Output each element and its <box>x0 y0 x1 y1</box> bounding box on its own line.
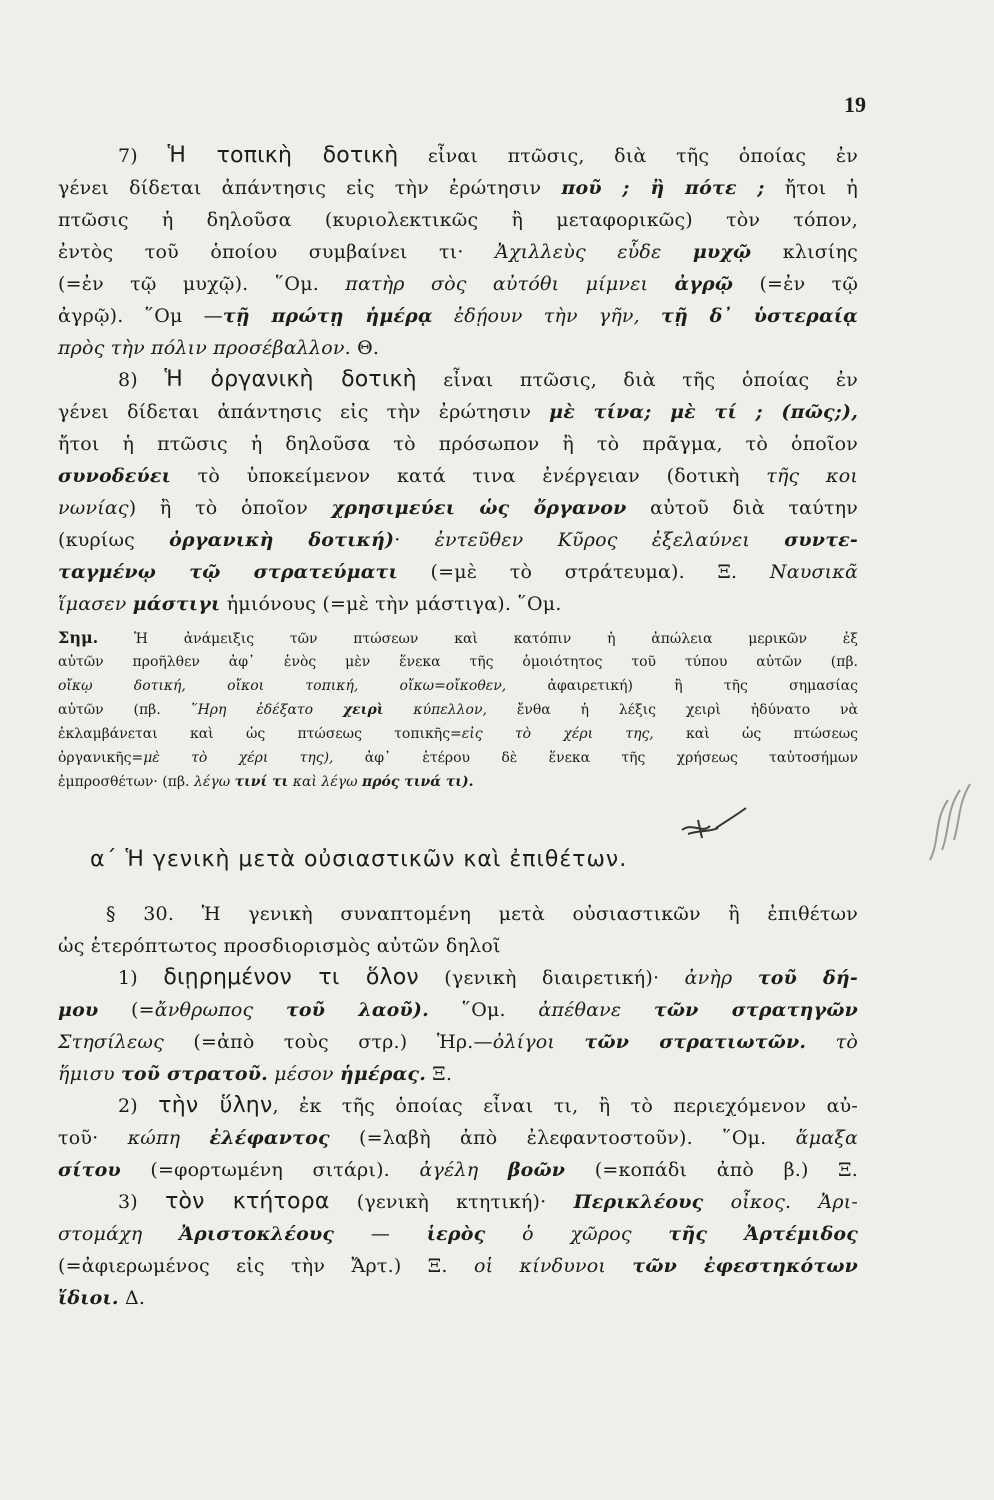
text-segment: (=ἐν τῷ <box>733 273 859 295</box>
text-segment: τὸν κτήτορα <box>165 1189 330 1214</box>
text-line <box>58 1250 858 1282</box>
text-segment: λέγω <box>193 774 235 790</box>
text-segment: στομάχη <box>58 1223 180 1245</box>
text-segment: μὲ τὸ χέρι της), <box>143 750 334 766</box>
text-segment: ἡμιόνους (=μὲ τὴν μάστιγα). ῞Ομ. <box>220 593 562 615</box>
text-line <box>58 332 858 364</box>
text-segment: βοῶν <box>507 1159 566 1181</box>
text-segment: Ἀριστοκλέους <box>179 1223 335 1245</box>
text-line <box>58 460 858 492</box>
text-segment: τὸ ὑποκείμενον κατά τινα ἐνέργειαν (δοτικὴ <box>171 465 767 487</box>
text-line <box>58 698 858 722</box>
text-segment: ἄνθρωπος <box>154 999 286 1021</box>
text-segment: Ἡ ὀργανικὴ δοτικὴ <box>164 367 417 392</box>
text-segment: ἔνθα ἡ λέξις χειρὶ ἠδύνατο νὰ <box>486 702 858 718</box>
text-segment: καὶ λέγω <box>288 774 362 790</box>
text-segment: τῇ πρώτῃ ἡμέρᾳ <box>222 305 433 327</box>
text-segment: τῶν στρατηγῶν <box>653 999 858 1021</box>
text-line <box>58 300 858 332</box>
text-segment: ὀργανικῆς= <box>58 750 144 766</box>
text-line <box>58 770 858 794</box>
text-segment: (=λαβὴ ἀπὸ ἐλεφαντοστοῦν). ῞Ομ. <box>329 1127 796 1149</box>
text-line <box>58 1186 858 1218</box>
text-line <box>58 994 858 1026</box>
text-segment: 2) <box>118 1095 159 1117</box>
text-line <box>58 172 858 204</box>
text-segment: τῶν ἐφεστηκότων <box>632 1255 859 1277</box>
text-segment: ἐμπροσθέτων· (πβ. <box>58 774 194 790</box>
text-line <box>58 1026 858 1058</box>
text-segment: (=ἀφιερωμένος εἰς τὴν Ἄρτ.) Ξ. <box>58 1255 474 1277</box>
text-segment: ) ἢ τὸ ὁποῖον <box>128 497 332 519</box>
text-segment: Θ. <box>350 337 380 359</box>
text-segment: ἡμέρας. <box>339 1063 427 1085</box>
text-segment: Ἡ τοπικὴ δοτικὴ <box>167 143 399 168</box>
text-line <box>58 746 858 770</box>
text-line <box>58 1090 858 1122</box>
text-segment: ἀπέθανε <box>538 999 654 1021</box>
text-line <box>58 364 858 396</box>
text-segment: ὡς ἑτερόπτωτος προσδιορισμὸς αὐτῶν δηλοῖ <box>58 935 501 957</box>
text-segment: , ἐκ τῆς ὁποίας εἶναι τι, ἢ τὸ περιεχόμενον αὐ- <box>272 1095 858 1117</box>
text-segment: Ἀχιλλεὺς εὗδε <box>495 241 693 263</box>
text-segment: (=φορτωμένη σιτάρι). <box>120 1159 420 1181</box>
text-segment: μυχῷ <box>692 241 752 263</box>
text-segment: ῞Ομ. <box>428 999 539 1021</box>
text-segment: γένει δίδεται ἀπάντησις εἰς τὴν ἐρώτησιν <box>58 177 562 199</box>
text-segment: τῆς Ἀρτέμιδος <box>668 1223 859 1245</box>
text-segment: μου <box>58 999 99 1021</box>
text-segment: τῇ δ᾽ ὑστεραίᾳ <box>660 305 859 327</box>
text-segment: § 30. Ἡ γενικὴ συναπτομένη μετὰ οὐσιαστικῶν ἢ ἐπιθέτων <box>106 903 858 925</box>
text-segment: Ναυσικᾶ <box>769 561 858 583</box>
text-line <box>58 556 858 588</box>
pen-mark-icon <box>680 800 750 840</box>
text-line <box>58 1058 858 1090</box>
text-segment: χρησιμεύει ὡς ὄργανον <box>331 497 627 519</box>
text-segment: ἀγρῷ <box>674 273 734 295</box>
text-line <box>58 674 858 698</box>
text-segment: αὐτῶν προῆλθεν ἀφ᾽ ἑνὸς μὲν ἕνεκα τῆς ὁμοιότητος τοῦ τύπου αὐτῶν (πβ. <box>58 654 858 670</box>
text-segment: τῶν στρατιωτῶν. <box>584 1031 807 1053</box>
text-segment: τοῦ δή- <box>757 967 859 989</box>
text-line <box>58 1218 858 1250</box>
text-segment: ἅμαξα <box>795 1127 858 1149</box>
text-line <box>58 396 858 428</box>
text-segment: κλισίης <box>751 241 858 263</box>
text-segment: (κυρίως <box>58 529 170 551</box>
text-segment: Δ. <box>118 1287 146 1309</box>
text-segment: Ξ. <box>426 1063 453 1085</box>
text-segment: ἱερὸς <box>426 1223 486 1245</box>
text-segment: τοῦ λαοῦ). <box>285 999 429 1021</box>
text-segment: (=ἐν τῷ μυχῷ). ῞Ομ. <box>58 273 346 295</box>
text-segment: ἀφ᾽ ἑτέρου δὲ ἕνεκα τῆς χρήσεως ταὐτοσήμων <box>333 750 858 766</box>
text-segment: ἐντὸς τοῦ ὁποίου συμβαίνει τι· <box>58 241 496 263</box>
text-segment: ἤτοι ἡ <box>764 177 858 199</box>
text-segment: ἀγέλη <box>419 1159 508 1181</box>
text-segment: ἥμισυ <box>58 1063 121 1085</box>
text-line <box>58 930 858 962</box>
text-segment: τοῦ· <box>58 1127 128 1149</box>
note-block <box>58 626 858 794</box>
text-segment: (=μὲ τὸ στράτευμα). Ξ. <box>397 561 770 583</box>
text-segment: (γενικὴ διαιρετική)· <box>418 967 685 989</box>
text-segment: ἀνὴρ <box>684 967 758 989</box>
paragraph-organike-dotike <box>58 364 858 620</box>
text-segment: εἶναι πτῶσις, διὰ τῆς ὁποίας ἐν <box>416 369 859 391</box>
page-content <box>58 140 858 1314</box>
text-segment: σίτου <box>58 1159 121 1181</box>
paragraph-topike-dotike <box>58 140 858 364</box>
text-segment: διῃρημένον τι ὅλον <box>163 965 419 990</box>
text-segment: αὐτῶν (πβ. <box>58 702 191 718</box>
text-segment: νωνίας <box>58 497 129 519</box>
text-segment: κύπελλον, <box>383 702 487 718</box>
text-segment: μὲ τίνα; μὲ τί ; (πῶς;), <box>549 401 859 423</box>
text-segment: ἐκλαμβάνεται καὶ ὡς πτώσεως τοπικῆς= <box>58 726 462 742</box>
text-segment: 3) <box>118 1191 166 1213</box>
text-line <box>58 650 858 674</box>
text-segment: 7) <box>118 145 168 167</box>
text-line <box>58 492 858 524</box>
text-segment: οἱ κίνδυνοι <box>473 1255 633 1277</box>
section-30 <box>58 898 858 1314</box>
text-segment: συνοδεύει <box>58 465 171 487</box>
text-segment: ὁ χῶρος <box>485 1223 669 1245</box>
text-line <box>58 962 858 994</box>
text-line <box>58 428 858 460</box>
text-segment: καὶ ὡς πτώσεως <box>653 726 858 742</box>
text-segment: 8) <box>118 369 165 391</box>
text-segment: οἶκος. Ἀρι- <box>703 1191 859 1213</box>
text-segment: μάστιγι <box>132 593 221 615</box>
text-segment: Στησίλεως <box>58 1031 164 1053</box>
text-segment: ἐδῄουν τὴν γῆν, <box>432 305 661 327</box>
text-line <box>58 204 858 236</box>
text-segment: τοῦ στρατοῦ. <box>120 1063 268 1085</box>
text-segment: ὀργανικὴ δοτική) <box>169 529 395 551</box>
text-line <box>58 722 858 746</box>
text-segment: εἶναι πτῶσις, διὰ τῆς ὁποίας ἐν <box>398 145 858 167</box>
text-segment: τὴν ὕλην <box>158 1093 273 1118</box>
text-segment: 1) <box>118 967 164 989</box>
text-line <box>58 626 858 650</box>
text-segment: ἴδιοι. <box>58 1287 119 1309</box>
text-line <box>58 268 858 300</box>
text-segment: (γενικὴ κτητική)· <box>329 1191 574 1213</box>
text-line <box>58 588 858 620</box>
text-segment: ἐλέφαντος <box>209 1127 330 1149</box>
text-segment: τῆς κοι <box>766 465 859 487</box>
text-segment: (=ἀπὸ τοὺς στρ.) Ἡρ.— <box>163 1031 493 1053</box>
text-segment: ταγμένῳ τῷ στρατεύματι <box>58 561 398 583</box>
text-segment: ὀλίγοι <box>492 1031 585 1053</box>
text-line <box>58 140 858 172</box>
text-segment: ἀγρῷ). ῞Ομ — <box>58 305 223 327</box>
text-line <box>58 236 858 268</box>
text-segment: Περικλέους <box>573 1191 704 1213</box>
text-segment: (= <box>98 999 155 1021</box>
text-line <box>58 524 858 556</box>
text-line <box>58 1154 858 1186</box>
text-line <box>58 1282 858 1314</box>
text-segment: τὸ <box>806 1031 858 1053</box>
text-segment: γένει δίδεται ἀπάντησις εἰς τὴν ἐρώτησιν <box>58 401 550 423</box>
text-segment: · <box>394 529 435 551</box>
text-line <box>58 1122 858 1154</box>
text-line <box>58 898 858 930</box>
text-segment: κώπη <box>127 1127 210 1149</box>
text-segment: πρὸς τὴν πόλιν προσέβαλλον. <box>58 337 351 359</box>
text-segment: πατὴρ σὸς αὐτόθι μίμνει <box>345 273 675 295</box>
margin-scribble-icon <box>920 760 980 870</box>
text-segment: χειρὶ <box>342 702 384 718</box>
text-segment: — <box>334 1223 427 1245</box>
text-segment: ἤτοι ἡ πτῶσις ἡ δηλοῦσα τὸ πρόσωπον ἢ τὸ πρᾶγμα, τὸ ὁποῖον <box>58 433 858 455</box>
text-segment: ποῦ ; ἢ πότε ; <box>561 177 765 199</box>
text-segment: εἰς τὸ χέρι της, <box>461 726 654 742</box>
text-segment: πρός τινά τι). <box>362 774 474 790</box>
text-segment: ἵμασεν <box>58 593 133 615</box>
page-number: 19 <box>844 92 866 117</box>
text-segment: οἴκῳ δοτική, οἴκοι τοπική, οἴκω=οἴκοθεν, <box>58 678 507 694</box>
text-segment: αὐτοῦ διὰ ταύτην <box>626 497 858 519</box>
text-segment: τινί τι <box>234 774 289 790</box>
text-segment: Σημ. <box>58 628 99 647</box>
text-segment: ῞Ηρη ἐδέξατο <box>190 702 343 718</box>
text-segment: ἀφαιρετική) ἢ τῆς σημασίας <box>506 678 858 694</box>
text-segment: μέσον <box>267 1063 340 1085</box>
text-segment: (=κοπάδι ἀπὸ β.) Ξ. <box>565 1159 858 1181</box>
text-segment: Ἡ ἀνάμειξις τῶν πτώσεων καὶ κατόπιν ἡ ἀπώλεια μερικῶν ἐξ <box>98 631 858 647</box>
text-segment: ἐντεῦθεν Κῦρος ἐξελαύνει <box>434 529 785 551</box>
text-segment: πτῶσις ἡ δηλοῦσα (κυριολεκτικῶς ἢ μεταφορικῶς) τὸν τόπον, <box>58 209 858 231</box>
text-segment: συντε- <box>784 529 859 551</box>
section-heading: α΄ Ἡ γενικὴ μετὰ οὐσιαστικῶν καὶ ἐπιθέτων. <box>90 847 628 872</box>
